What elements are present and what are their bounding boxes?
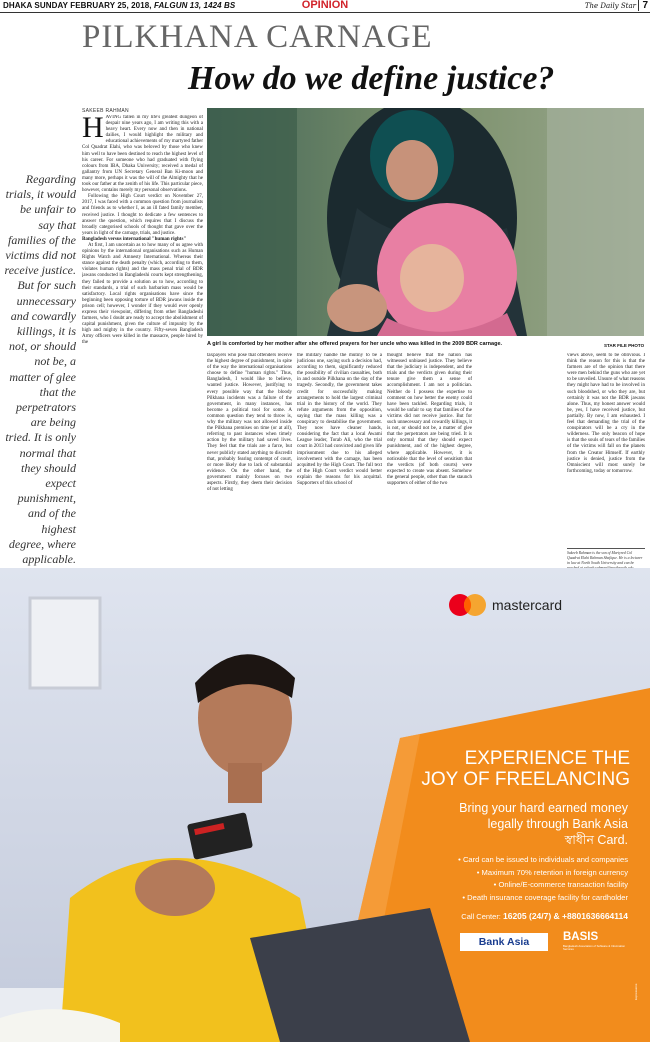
ad-sub-line2: legally through Bank Asia <box>487 817 628 831</box>
pull-quote: Regarding trials, it would be unfair to say that families of the victims did not receive justice. But for such unnecessary and cowardly killings, it is not, or should not be, a matter of glee that the perpetrators are being tried. It is only normal that they should expect punishment, and of the highest degree, where applicable. <box>4 172 76 567</box>
paragraph: Following the High Court verdict on November 27, 2017, I was faced with a common question from journalists and friends as to whether I, as an ill fated family member, received justice. I thought to dedicate a few sentences to answer the question, which requires that I discuss the broadly categorised schools of thought that gave over the years in light of the carnage, trials, and justice. <box>82 194 203 236</box>
masthead-logo: The Daily Star <box>584 2 636 10</box>
dateline-date: DHAKA SUNDAY FEBRUARY 25, 2018, <box>3 1 152 10</box>
page-number: 7 <box>638 0 648 11</box>
article-headline: How do we define justice? <box>188 60 555 97</box>
header-rule <box>0 12 650 13</box>
agency-tag: Expressions <box>634 983 638 1000</box>
call-numbers: 16205 (24/7) & +8801636664114 <box>502 911 628 921</box>
dateline-falgun: FALGUN 13, 1424 BS <box>151 1 236 10</box>
basis-logo: BASIS <box>563 931 599 943</box>
article-column-3 <box>297 353 382 565</box>
byline: SAKEEB RAHMAN <box>82 108 129 114</box>
ad-headline <box>390 748 630 790</box>
paragraph: AVING fallen in my life's greatest dungeon of despair nine years ago, I am writing this with a heavy heart. Every now and then in national dailies, I would highlight the military and educational achievements of my martyred father Col Quadrat Elahi, who was beloved by those who knew him well to have been destined to reach the highest level of his career. For someone who had graduated with flying colours from IBA, Dhaka University; received a medal of gallantry from UN Secretary General Ban Ki-moon and many more, perhaps it was the will of the Almighty that he took our father at the zenith of his life. This particular piece, however, contains merely my personal observations. <box>82 115 203 194</box>
article-column-2 <box>207 353 292 565</box>
ad-headline-line2: JOY OF FREELANCING <box>421 769 630 790</box>
card-name-bangla: স্বাধীন <box>564 833 594 847</box>
call-center <box>420 911 628 921</box>
list-item: • Card can be issued to individuals and companies <box>458 855 628 864</box>
paragraph: the military handle the mutiny to be a judicious one, saying such a decision had, according to them, significantly reduced the possibility of civilian casualties, both in and outside Pilkhana on the day of the tragedy. Secondly, the government takes credit for successfully making arrangements to hold the largest criminal trial in the history of the world. They refute arguments from the opposition, saying that the mass killing was a conspiracy to destabilise the government. They now have cleaner hands, considering the fact that a local Awami League leader, Torab Ali, who the trial court in 2013 had convicted and given life imprisonment due to his alleged involvement with the carnage, has been acquitted by the High Court. The full text of the High Court verdict would better explain the reasons for his acquittal. Supporters of this school of <box>297 353 382 486</box>
list-item: • Death insurance coverage facility for cardholder <box>462 892 628 902</box>
photo-credit: STAR FILE PHOTO <box>604 343 645 348</box>
dateline <box>3 0 235 11</box>
list-item: • Online/E-commerce transaction facility <box>493 880 628 890</box>
mastercard-wordmark: mastercard <box>492 597 563 613</box>
subheading: Bangladesh versus international "human rights" <box>82 236 187 242</box>
ad-sub-line1: Bring your hard earned money <box>459 801 628 815</box>
paragraph: At first, I am uncertain as to how many of us agree with opinions by the international organisations such as Human Rights Watch and Amnesty International. Whereas their stance against the death penalty (which, according to them, violates human rights) and the mass penal trial of BDR jawans conducted in Bangladeshi courts kept strengthening, they failed to provide a solution as to how, according to their standards, a trial of such barbarism mass would be satisfactory. Local rights organisations have since the beginning been opposing torture of BDR jawans inside the prison cell; however, I wonder if they would ever openly express their viewpoint, differing from other Bangladeshi farmers, who I doubt are ready to accept the abolishment of capital punishment, given the culture of impunity by the high and mighty in the country. Fifty-seven Bangladesh Army officers were killed in the massacre, people hired by the <box>82 242 203 346</box>
paragraph: taxpayers who pose that offenders receive the highest degree of punishment, in spite of the way the international organisations choose to define "human rights." Thus, Bangladesh, I would like to believe, wanted justice. However, justifying to every possible way that the bloody Pilkhana incidents was a failure of the government, in many instances, has become a political tool for some. A common question they tend to throw is, why the military was not allowed inside the Pilkhana premises on time (or at all), referring to past instances when timely action by the military had saved lives. They feel that the trials are a farce, but never publicly stated anything to discredit that, probably fearing contempt of court, or more likely due to lack of substantial evidence. On the other hand, the government mainly focuses on two aspects. Firstly, they deem their decision of not letting <box>207 353 292 493</box>
photo-illustration <box>207 108 644 336</box>
article-photo <box>207 108 644 336</box>
ad-subheadline <box>360 800 628 832</box>
article-column-1 <box>82 115 203 565</box>
call-label: Call Center: <box>461 912 503 921</box>
ad-card-name <box>500 832 628 852</box>
basis-subtitle: Bangladesh Association of Software & Information Services <box>563 944 626 952</box>
article-column-5 <box>567 353 645 545</box>
list-item: • Maximum 70% retention in foreign currency <box>476 867 628 877</box>
paragraph: views above, seem to be oblivious. I think the reason for this is that the farmers are of the opinion that there were men behind the guns who are yet to be unveiled. Unsure of what reasons they might have had to be involved in such bloodshed, or who they are, but certainly it was not the BDR jawans alone. Thus, my honest answer would be, yes, I have received justice, but partially. By now, I am exhausted. I feel that demanding the trial of the conspirators will be a cry in the wilderness. The only beacon of hope is that the souls of tears of the families of the victims will fall on the planets from the Creator Himself. If earthly justice is denied, justice from the Omniscient will most surely be forthcoming, today or tomorrow. <box>567 353 645 474</box>
bank-asia-logo: Bank Asia <box>460 933 548 951</box>
drop-cap: H <box>82 115 104 144</box>
photo-caption: A girl is comforted by her mother after she offered prayers for her uncle who was killed in the 2009 BDR carnage. <box>207 341 503 347</box>
article-column-4 <box>387 353 472 565</box>
ad-headline-line1: EXPERIENCE THE <box>464 748 630 769</box>
ad-feature-list <box>380 854 628 904</box>
author-note: Sakeeb Rahman is the son of Martyred Col Quadrat Elahi Rahman Shafique. He is a lecturer in law at North South University and can be <box>567 548 645 571</box>
paragraph: thought believe that the nation has witnessed unbiased justice. They believe that the judiciary is independent, and the trials and the verdicts given during their tenure give them a sense of accomplishment. I am not a politician. Neither do I possess the expertise to comment on how better the enemy could have been tackled. Regarding trials, it would be unfair to say that families of the victims did not receive justice. But for such unnecessary and cowardly killings, it is not, or should not be, a matter of glee that the perpetrators are being tried. It is only normal that they should expect punishment, and of the highest degree, where applicable. However, it is noticeable that the level of sensitism that the verdicts (of both courts) were expected to create was absent. Somehow the general people, other than the staunch supporters of either of the two <box>387 353 472 486</box>
article-kicker: PILKHANA CARNAGE <box>82 19 433 55</box>
card-suffix: Card. <box>593 833 628 847</box>
section-label: OPINION <box>301 0 349 11</box>
